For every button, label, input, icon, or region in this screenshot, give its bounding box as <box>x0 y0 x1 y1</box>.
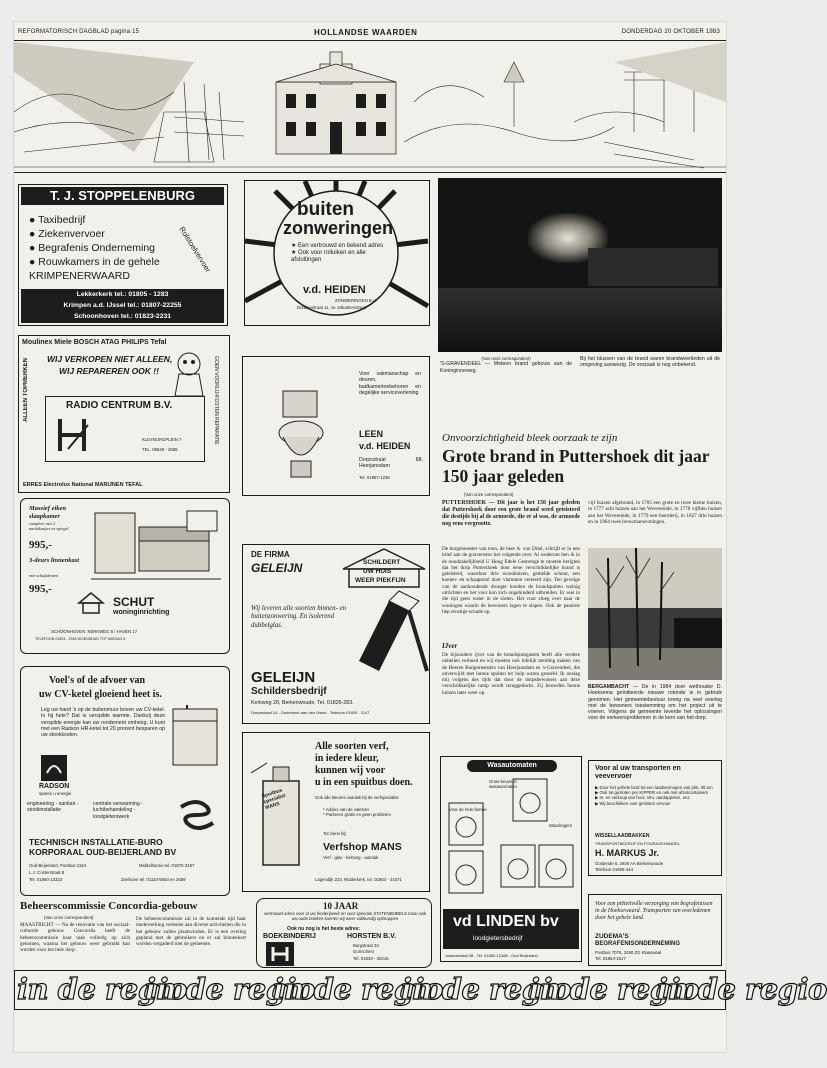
mans-address: Lagendijk 223, Ridderkerk, tel. 01804 - 24371 <box>315 877 402 882</box>
concordia-label: (Van onze correspondent) <box>44 915 94 920</box>
newspaper-page <box>14 22 827 1052</box>
mans-can-label: Spuitbus specialist MANS <box>260 787 287 812</box>
schut-address: SCHOONHOVEN: KERKWEG 8 / HAVEN 17 <box>51 629 138 634</box>
photo-street-trees <box>588 548 722 680</box>
ad-zudema <box>588 894 722 966</box>
photo2-caption-text: De in 1984 door wethouder D. Hoeksema geïnitieerde nieuwe rotonde is in gebruik genomen. Het gemeentebestuur kreeg na veel overleg met de bewoners toestemming om het project uit te voeren. Volgens de gemeente leverde het oplossingen voor de verkeersproblemen in de kern van het dorp. <box>588 684 722 722</box>
geleijn-name: GELEIJN <box>251 669 316 686</box>
zon-firm: v.d. HEIDEN <box>303 284 366 296</box>
markus-line: ▶ Wij beschikken over gesloten vervoer <box>595 800 671 806</box>
schut-item1-desc: compleet met 2 nachtkastjes en spiegel <box>29 521 69 532</box>
heater-illustration <box>167 705 227 767</box>
paint-brush-icon <box>349 591 429 677</box>
radio-footer-brands: ERRES Electrolux National MARIJNEN TEFAL <box>23 482 143 488</box>
article-body: De burgemeester van toen, de heer A. van Driel, schrijft er in een brief aan de gouverneur het volgende over. Al wederom ben ik in de noodzakelijkheid U Hoog Edele Gestrenge te moeten berigten dat het dorp Puttershoek door eene verschrikkelijke brand is geteisterd, waardoor drie woonhuizen, gemelde schuur, een koeien- en schaapsstal door vlammen verteerd zijn. Ten gevolge van de aanhoudende droogte konden de brandspuiten weinig uitrichten en het vuur kon zich ongehinderd uitbreiden. Er was in die tijd geen water in de sloten. Het vuur sloeg over naar de woningen waarin de bewoners lagen te slapen. Ook de pastorie liep ernstige schade op. <box>442 546 580 615</box>
boek-name-1: BOEKBINDERIJ <box>263 933 316 940</box>
article-body-2: De bijzondere ijver van de brandspuitgasten heeft alle verdere onheilen verhoed en wij moeten ook lofelijk melding maken van de Heeren Burgemeesters van Heerjansdam en 's-Gravendeel, die onverwijld met hunne spuiten ter hulp waren gesneld. Ik onslag mij volgens des tijds dat door de dorpsbewoners aan deze verschrikkelijke ramp wordt teruggedacht. Zij bouwden hunne huizen later weer op. <box>442 652 580 696</box>
radson-company-2: KORPORAAL OUD-BEIJERLAND BV <box>29 847 177 857</box>
leen-name-2: v.d. HEIDEN <box>359 441 411 451</box>
ad-zonweringen <box>244 180 430 326</box>
radson-tel-mid-2: Zierikzee tel. 01110-5654 en 2689 <box>121 877 186 882</box>
markus-company: TRANSPORTBEDRIJF EN FOURAGEHANDEL <box>595 841 681 846</box>
paper-page-label: REFORMATORISCH DAGBLAD pagina 15 <box>18 29 140 35</box>
linden-sub: loodgietersbedrijf <box>473 935 523 942</box>
article-headline: Grote brand in Puttershoek dit jaar 150 jaar geleden <box>442 446 710 486</box>
mans-note: Ook alle kleuren autolak bij de verfspecialist <box>315 795 399 800</box>
geleijn-sub: Schildersbedrijf <box>251 686 327 697</box>
radio-address: KLEYBURGPLEIN 7 <box>142 437 182 442</box>
leen-text: Voor vakmanschap en deuren, badkamertoebehoren en degelijke serviceverlening <box>359 371 421 396</box>
radio-side-label: ALLEEN TOPMERKEN <box>23 358 29 422</box>
mans-shop: Verfshop MANS <box>323 841 402 853</box>
mans-line-4: u in een spuitbus doen. <box>315 777 413 788</box>
boek-street: Burgstraat 33 <box>353 943 379 948</box>
radson-headline-2: uw CV-ketel gloeiend heet is. <box>39 689 162 700</box>
mans-shop-sub: Verf - glas - behang - autolak <box>323 855 379 860</box>
ad-radio-centrum <box>18 335 230 493</box>
caption-text: 'S-GRAVENDEEL — Meteen brand gebouw aan de Koninginneweg. <box>440 361 572 374</box>
ribbon-text: Rolstoelvervoer <box>177 225 213 274</box>
banner-text: in de regio <box>273 972 443 1006</box>
article-kicker: Onvoorzichtigheid bleek oorzaak te zijn <box>442 432 618 444</box>
schut-item2-desc: met schuifdeuren <box>29 573 59 578</box>
zudema-address: Postbus 7076, 3280 ZG Klaaswaal <box>595 950 662 955</box>
banner-text: in de regio <box>657 972 827 1006</box>
radson-list-right: centrale verwarming - luchtbehandeling - loodgieterswerk <box>93 801 143 820</box>
ad-geleijn <box>242 544 430 724</box>
boek-logo-icon <box>265 941 295 967</box>
ad-boekbinderij <box>256 898 432 968</box>
banner-text: in de regio <box>17 972 187 1006</box>
ad-stoppelenburg <box>18 184 228 326</box>
ad-verfshop-mans <box>242 732 430 892</box>
phone-line: Schoonhoven tel.: 01823-2231 <box>73 313 172 320</box>
boek-years: 10 JAAR <box>323 901 359 911</box>
footer-banner-regio <box>14 970 827 1010</box>
radio-logo-icon <box>54 415 94 455</box>
markus-line: ▶ In- en verkoop van hooi, stro, aardappelen, enz. <box>595 795 691 801</box>
boek-tel: Tel. 01830 - 30216 <box>353 956 389 961</box>
geleijn-slogan-3: WEER PIEKFIJN <box>355 577 406 584</box>
toilet-illustration <box>261 373 341 483</box>
radio-name: RADIO CENTRUM B.V. <box>66 400 173 411</box>
zudema-text: Voor een piëteitvolle verzorging van begrafenissen in de Hoeksewaard. Transporten van overledenen door het gehele land. <box>595 901 713 921</box>
boek-intro: vertrouwd adres voor al uw binderijwerk en voor speciale STATENBIJBELS maar ook uw oude boeken kunnen wij weer vakkundig opknappen <box>264 911 426 921</box>
geleijn-title-2: GELEIJN <box>251 561 303 575</box>
zudema-phone: Tel. 01864-1517 <box>595 956 626 961</box>
mans-bullet: * Advies van de vakman <box>323 807 369 812</box>
radson-addr-2: L.J. Costerstraat 8 <box>29 870 65 875</box>
schut-sub: woninginrichting <box>113 609 170 616</box>
schut-item2-price: 995,- <box>29 583 52 595</box>
ad-schut <box>20 498 230 654</box>
markus-line: ▶ Ook tot gesloten per KIPPER en ook met afzetcontainers <box>595 790 708 796</box>
radio-vertical: GOEN VOORLIJ-KOSTEN REPARATIE <box>213 356 219 445</box>
concordia-headline: Beheerscommissie Concordia-gebouw <box>20 900 198 912</box>
radson-brand: RADSON <box>39 783 70 790</box>
leen-address: Dorpsstraat 88, Heerjansdam <box>359 457 423 470</box>
photo2-caption: BERGAMBACHT — De in 1984 door wethouder D. Hoeksema geïnitieerde nieuwe rotonde is in gebruik genomen. Het gemeentebestuur kreeg na veel overleg met de bewoners toestemming om het project uit te voeren. Volgens de gemeente leverde het oplossingen voor de verkeersproblemen in de kern van het dorp. <box>588 684 722 722</box>
washing-machines-illustration <box>445 775 579 905</box>
linden-logo-block <box>443 909 579 949</box>
zon-bullet: ★ Een vertrouwd en bekend adres <box>291 243 384 249</box>
service-item: ● Taxibedrijf <box>29 214 86 226</box>
boek-call: Ook nu nog is het beste adres: <box>287 926 361 932</box>
service-item: ● Rouwkamers in de gehele KRIMPENERWAARD <box>29 256 160 282</box>
banner-text: in de regio <box>401 972 571 1006</box>
radson-tel: Tel. 01860-13322 <box>29 877 63 882</box>
concordia-lead: MAASTRICHT — Na de renovatie van het sociaal-culturele gebouw Concordia heeft de beheerscommissie haar taak volledig op zich genomen, waarna het gebouw weer gebruikt kan worden voor het hele dorp. <box>20 922 130 954</box>
panorama-drawing <box>14 42 726 173</box>
zudema-name-1: ZUDEMA'S <box>595 933 629 940</box>
stoppelenburg-name: T. J. STOPPELENBURG <box>21 187 224 205</box>
spray-can-illustration <box>249 761 311 871</box>
article-label: (Van onze correspondent) <box>464 492 514 497</box>
house-icon <box>77 591 105 615</box>
radson-body: Leg uw hand 's op de buitenmuur boven uw CV-ketel. Is hij hete? Dat is verspilde warmte. Dankzij deze verspilde energie kan uw rendement omhoog. U kunt met een Radson HR-ketel tot 20 procent besparen op uw stookkosten. <box>41 707 165 739</box>
schut-item1-title: Massief eiken slaapkamer <box>29 505 67 520</box>
markus-address: Oostende 5, 2926 AA Berkenwoude <box>595 861 664 866</box>
brand-strip: Moulinex Miele BOSCH ATAG PHILIPS Tefal <box>22 339 167 346</box>
fire-caption-left <box>440 356 572 420</box>
leen-name-1: LEEN <box>359 429 384 439</box>
section-title: HOLLANDSE WAARDEN <box>314 28 418 37</box>
issue-date: DONDERDAG 20 OKTOBER 1983 <box>621 29 720 35</box>
linden-text-1: Grote keuze in wasautomaten <box>489 779 517 790</box>
service-item: ● Begrafenis Onderneming <box>29 242 156 254</box>
schut-phone: TELEFOON 01823 - 2345 WOENSDAG TOT MIDDAG 5 <box>35 637 126 641</box>
concordia-col-2: De beheerscommissie zal in de komende tijd haar medewerking verlenen aan diverse activiteiten die in het gebouw zullen plaatsvinden. Er is een overleg gepland met de gebruikers en er zal binnenkort worden vergaderd met de gemeente. <box>136 916 246 948</box>
mans-line-1: Alle soorten verf, <box>315 741 389 752</box>
markus-line: ▶ Door het gehele land tot een laadvermogen van plm. 35 ton <box>595 785 713 790</box>
zon-title-2: zonweringen <box>283 218 394 238</box>
radio-tagline-2: WIJ REPAREREN OOK !! <box>59 366 159 376</box>
geleijn-title-1: DE FIRMA <box>251 550 290 559</box>
radio-logo-box <box>45 396 205 462</box>
linden-badge: Wasautomaten <box>467 760 557 772</box>
markus-phone: Telefoon 01806-444 <box>595 867 633 872</box>
masthead <box>14 22 726 41</box>
zon-sub: ZONWERINGEN B.V. <box>335 298 377 303</box>
bedroom-illustration <box>91 507 221 587</box>
ad-vd-linden <box>440 756 582 962</box>
photo2-caption-label: BERGAMBACHT <box>588 684 630 690</box>
geleijn-footer: Dorpsstraat 14 - Ouderkerk aan den IJssel - Telefoon 01809 - 1147 <box>251 710 370 715</box>
mans-label: Tot ziens bij: <box>323 831 347 836</box>
radson-tel-mid-1: Middelharnis tel. 01870-3197 <box>139 863 195 868</box>
mans-bullet: * Parkeren gratis en geen probleem <box>323 812 391 818</box>
geleijn-address: Kerkweg 20, Berkenwoude. Tel. 01826-283. <box>251 700 354 706</box>
radio-phone: TEL. 06849 - 2585 <box>142 447 178 452</box>
mans-line-2: in iedere kleur, <box>315 753 379 764</box>
article-subhead: IJver <box>442 642 458 650</box>
mans-line-3: kunnen wij voor <box>315 765 386 776</box>
radson-list-left: engineering - sanitair - stookinstallatie <box>27 801 79 814</box>
boek-city: Gorinchem <box>353 949 375 954</box>
phone-line: Krimpen a.d. IJssel tel.: 01807-22255 <box>63 302 182 309</box>
linden-text-2: Voor de hele familie <box>449 807 487 812</box>
ad-markus <box>588 760 722 876</box>
radson-addr-1: Oud-Beijerland, Postbus 1164 <box>29 863 87 868</box>
schut-item2-title: 3-deurs linnenkast <box>29 557 80 564</box>
linden-address: Julianastraat 38 - Tel. 01860-12468 - Oud Beijerland <box>445 953 538 958</box>
schut-item1-price: 995,- <box>29 539 52 551</box>
markus-wissel: WISSELLAADBAKKEN <box>595 833 650 839</box>
caption-label: (Van onze correspondent) <box>481 356 531 361</box>
geleijn-slogan-2: UW HUIS <box>363 568 392 575</box>
banner-text: in de regio <box>529 972 699 1006</box>
linden-text-3: Wasdrogers <box>549 823 573 828</box>
radio-tagline-1: WIJ VERKOPEN NIET ALLEEN, <box>47 354 173 364</box>
linden-name: vd LINDEN bv <box>453 913 559 930</box>
radson-company-1: TECHNISCH INSTALLATIE-BURO <box>29 837 163 847</box>
boek-name-2: HORSTEN B.V. <box>347 933 397 940</box>
phone-line: Lekkerkerk tel.: 01805 - 1283 <box>76 291 169 298</box>
service-item: ● Ziekenvervoer <box>29 228 105 240</box>
zon-bullet: ★ Ook voor rolluiken en alle afsluitingen <box>291 250 366 264</box>
fire-caption-right: Bij het blussen van de brand waren brandweerlieden uit de omgeving aanwezig. De oorzaak is nog onbekend. <box>580 356 720 369</box>
korporaal-logo-icon <box>177 801 217 831</box>
ad-radson <box>20 666 230 896</box>
article-lead: PUTTERSHOEK — Dit jaar is het 150 jaar geleden dat Puttershoek door een grote brand werd geteisterd die destijds bij al de armoede, die er al was, de armoede nog eens vergrootte. <box>442 500 580 527</box>
geleijn-text: Wij leveren alle soorten binnen- en buitenzonwering. En isolerend dubbelglas. <box>251 605 347 629</box>
markus-title: Voor al uw transporten en veevervoer <box>595 765 681 780</box>
zon-address: Dordtsestraat 11, 1e Jolkarkenstraat <box>297 305 366 310</box>
zudema-name-2: BEGRAFENISONDERNEMING <box>595 941 681 947</box>
mascot-icon <box>169 350 209 398</box>
leen-phone: Tel. 01857-1236 <box>359 475 390 480</box>
radson-headline-1: Voel's of de afvoer van <box>49 675 146 686</box>
geleijn-slogan-1: SCHILDERT <box>363 559 401 566</box>
radson-brand-sub: sparen u energie <box>39 791 72 796</box>
article-col-3: vijf huizen afgebrand, in 1705 een grote en twee kleine huizen, in 1777 acht huizen aan het Wevereinde, in 1778 vijftien huizen aan het Wevereinde, in 1779 een boerderij, in 1827 drie huizen en in 1964 twee bouwmansvoningen. <box>588 500 722 525</box>
zon-title-1: buiten <box>297 199 354 220</box>
photo-fire-night <box>438 178 722 352</box>
radson-logo-icon <box>39 753 69 783</box>
schut-name: SCHUT <box>113 595 155 609</box>
markus-name: H. MARKUS Jr. <box>595 848 660 858</box>
banner-text: in de regio <box>145 972 315 1006</box>
ad-leen-vd-heiden <box>242 356 430 496</box>
